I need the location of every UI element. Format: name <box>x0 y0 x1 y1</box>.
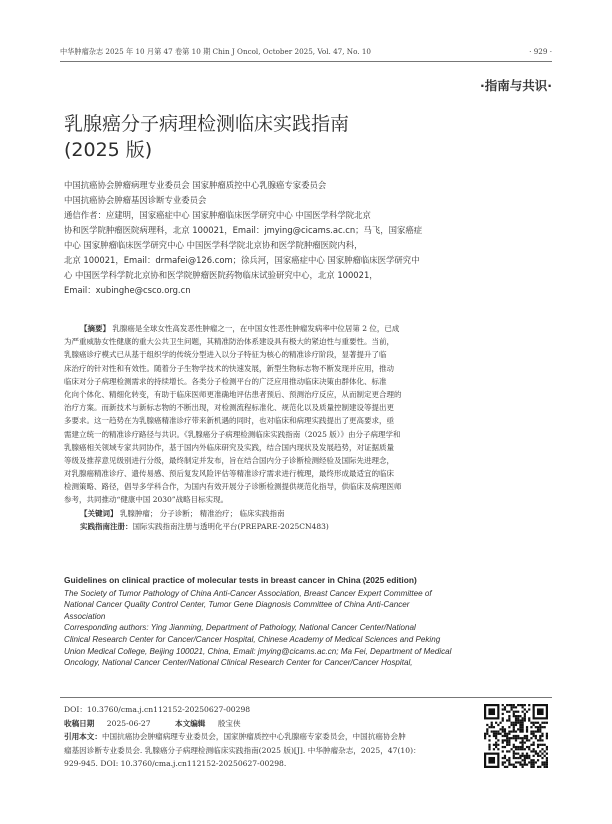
abstract-line: 乳腺癌是全球女性高发恶性肿瘤之一，在中国女性恶性肿瘤发病率中位居第 2 位，已成 <box>112 324 400 333</box>
english-line: Oncology, National Cancer Center/National Clinical Research Center for Cancer/Cancer Hospital, <box>64 658 413 668</box>
author-line: 通信作者：应建明，国家癌症中心 国家肿瘤临床医学研究中心 中国医学科学院北京 <box>64 210 371 220</box>
english-line: Association <box>64 611 106 621</box>
english-line: The Society of Tumor Pathology of China Anti-Cancer Association, Breast Cancer Expert Committee of <box>64 588 432 598</box>
abstract <box>64 322 546 533</box>
abstract-line: 乳腺癌相关领域专家共同协作，基于国内外临床研究及实践，结合国内现状及发展趋势，对证据质量 <box>64 442 394 452</box>
citation-line: 中国抗癌协会肿瘤病理专业委员会，国家肿瘤质控中心乳腺癌专家委员会，中国抗癌协会肿 <box>101 732 406 741</box>
received-date: 2025-06-27 <box>106 718 151 728</box>
abstract-label: 【摘要】 <box>80 324 110 333</box>
author-block <box>64 178 514 298</box>
abstract-line: 等级及推荐意见级别进行分级，最终制定并发布，旨在结合国内分子诊断检测经验及国际先进理念， <box>64 455 394 465</box>
english-line: Union Medical College, Beijing 100021, China, Email: jmying@cicams.ac.cn; Ma Fei, Department of Medical <box>64 646 452 656</box>
author-line: 心 中国医学科学院北京协和医学院肿瘤医院药物临床试验研究中心，北京 100021， <box>64 270 378 280</box>
abstract-line: 多要求。这一趋势在为乳腺癌精准诊疗带来新机遇的同时，也对临床和病理实践提出了更高要求，亟 <box>64 416 394 426</box>
english-line: Corresponding authors: Ying Jianming, Department of Pathology, National Cancer Center/National <box>64 623 416 633</box>
journal-info: 中华肿瘤杂志 2025 年 10 月第 47 卷第 10 期 Chin J Oncol, October 2025, Vol. 47, No. 10 <box>60 47 372 56</box>
author-line: 中国抗癌协会肿瘤病理专业委员会 国家肿瘤质控中心乳腺癌专家委员会 <box>64 180 327 190</box>
registration-label: 实践指南注册： <box>80 521 133 531</box>
english-title: Guidelines on clinical practice of molecular tests in breast cancer in China (2025 edition) <box>64 575 417 585</box>
editor: 殷宝侠 <box>217 718 241 728</box>
header-rule <box>60 61 552 62</box>
author-line: 协和医学院肿瘤医院病理科，北京 100021，Email：jmying@cicams.ac.cn；马飞，国家癌症 <box>64 225 423 235</box>
footer-block <box>64 703 464 771</box>
page-number: · 929 · <box>529 47 552 56</box>
citation-label: 引用本文： <box>64 732 102 741</box>
author-line: 中国抗癌协会肿瘤基因诊断专业委员会 <box>64 195 207 205</box>
abstract-line: 化向个体化、精细化转变，有助于临床医师更准确地评估患者预后、预测治疗反应，从而制定更合理的 <box>64 389 402 399</box>
section-label: ·指南与共识· <box>480 78 552 93</box>
editor-label: 本文编辑 <box>175 718 206 728</box>
page-title: 乳腺癌分子病理检测临床实践指南 <box>64 113 350 135</box>
qr-code-icon <box>484 704 548 768</box>
doi: DOI：10.3760/cma.j.cn112152-20250627-00298 <box>64 705 251 714</box>
english-line: Clinical Research Center for Cancer/Cancer Hospital, Chinese Academy of Medical Sciences and Peking <box>64 634 441 644</box>
english-abstract <box>64 575 544 669</box>
author-line: 北京 100021，Email：drmafei@126.com；徐兵河，国家癌症中心 国家肿瘤临床医学研究中 <box>64 255 420 265</box>
abstract-line: 治疗方案。而新技术与新标志物的不断出现，对检测流程标准化、规范化以及质量控制建设等提出更 <box>64 403 394 413</box>
footer-rule <box>60 697 552 698</box>
abstract-line: 乳腺癌诊疗模式已从基于组织学的传统分型进入以分子特征为核心的精准诊疗阶段，显著提升了临 <box>64 350 387 360</box>
abstract-line: 床治疗的针对性和有效性。随着分子生物学技术的快速发展，新型生物标志物不断发现并应用，推动 <box>64 363 394 373</box>
abstract-line: 参考，共同推动“健康中国 2030”战略目标实现。 <box>64 495 229 505</box>
author-line: Email：xubinghe@csco.org.cn <box>64 285 191 295</box>
author-line: 中心 国家肿瘤临床医学研究中心 中国医学科学院北京协和医学院肿瘤医院内科， <box>64 240 363 250</box>
english-line: National Cancer Quality Control Center, Tumor Gene Diagnosis Committee of China Anti-Cancer <box>64 600 410 610</box>
citation-line: 929-945. DOI: 10.3760/cma.j.cn112152-20250627-00298. <box>64 759 287 768</box>
received-label: 收稿日期 <box>64 718 95 728</box>
abstract-line: 临床对分子病理检测需求的持续增长。各类分子检测平台的广泛应用推动临床决策由群体化、标准 <box>64 376 387 386</box>
keywords-label: 【关键词】 <box>80 508 118 518</box>
abstract-line: 为严重威胁女性健康的重大公共卫生问题，其精准防治体系建设具有极大的紧迫性与重要性。当前， <box>64 337 394 347</box>
page-title-edition: (2025 版) <box>64 139 153 161</box>
abstract-line: 对乳腺癌精准诊疗、遗传易感、预后复发风险评估等精准诊疗需求进行梳理，最终形成最适宜的临床 <box>64 469 394 479</box>
abstract-line: 检测策略、路径，倡导多学科合作，为国内有效开展分子诊断检测提供规范化指导，供临床及病理医师 <box>64 482 402 492</box>
registration: 国际实践指南注册与透明化平台(PREPARE-2025CN483) <box>132 521 329 531</box>
abstract-line: 需建立统一的精准诊疗路径与共识。《乳腺癌分子病理检测临床实践指南（2025 版）》由分子病理学和 <box>64 429 401 439</box>
citation-line: 瘤基因诊断专业委员会. 乳腺癌分子病理检测临床实践指南(2025 版)[J]. 中华肿瘤杂志，2025，47(10)： <box>64 745 421 755</box>
keywords: 乳腺肿瘤； 分子诊断； 精准治疗； 临床实践指南 <box>119 508 285 518</box>
